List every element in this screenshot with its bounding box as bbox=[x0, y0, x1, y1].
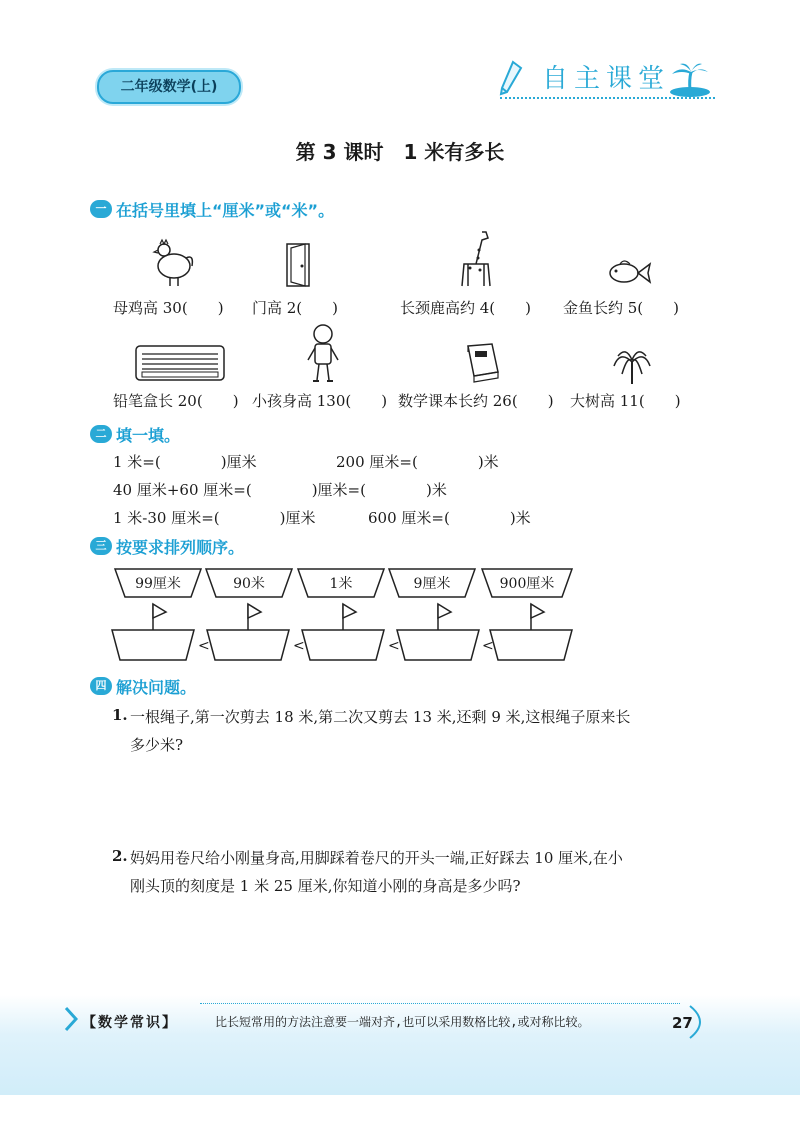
section-2-header bbox=[90, 423, 180, 445]
header-divider bbox=[500, 97, 715, 99]
fill-item-book: 数学课本长约 26( ) bbox=[398, 392, 554, 410]
boat-row bbox=[110, 600, 590, 664]
less-than-sign: < bbox=[388, 638, 400, 654]
child-icon bbox=[305, 322, 341, 384]
fill-item-child: 小孩身高 130( ) bbox=[252, 392, 388, 410]
tree-icon bbox=[610, 346, 654, 386]
length-label: 900厘米 bbox=[499, 576, 555, 592]
length-box bbox=[205, 568, 293, 598]
less-than-sign: < bbox=[482, 638, 494, 654]
section-1-badge: 一 bbox=[90, 200, 112, 218]
length-label: 1米 bbox=[329, 576, 353, 592]
book-icon bbox=[462, 342, 502, 384]
hen-icon bbox=[150, 236, 196, 288]
pencil-case-icon bbox=[134, 344, 226, 382]
section-3-title: 按要求排列顺序。 bbox=[116, 537, 245, 557]
section-4-header bbox=[90, 675, 196, 697]
question-2-number: 2. bbox=[112, 847, 128, 865]
length-box bbox=[114, 568, 202, 598]
section-2-title: 填一填。 bbox=[116, 425, 181, 445]
fill-line-3: 40 厘米+60 厘米=( )厘米=( )米 bbox=[113, 481, 447, 499]
section-4-title: 解决问题。 bbox=[116, 677, 197, 697]
length-box bbox=[388, 568, 476, 598]
question-2-line-1: 妈妈用卷尺给小刚量身高,用脚踩着卷尺的开头一端,正好踩去 10 厘米,在小 bbox=[130, 849, 623, 867]
fill-item-tree: 大树高 11( ) bbox=[570, 392, 681, 410]
boat-icon bbox=[112, 604, 194, 660]
fill-line-4: 1 米-30 厘米=( )厘米 bbox=[113, 509, 316, 527]
chevron-right-icon bbox=[64, 1006, 78, 1032]
pencil-icon bbox=[497, 60, 523, 98]
fill-item-hen: 母鸡高 30( ) bbox=[113, 299, 224, 317]
section-2-badge: 二 bbox=[90, 425, 112, 443]
page-number: 27 bbox=[672, 1014, 693, 1032]
boat-icon bbox=[302, 604, 384, 660]
goldfish-icon bbox=[606, 258, 652, 288]
question-2-line-2: 刚头顶的刻度是 1 米 25 厘米,你知道小刚的身高是多少吗? bbox=[130, 877, 521, 895]
length-box bbox=[297, 568, 385, 598]
boat-icon bbox=[397, 604, 479, 660]
section-4-badge: 四 bbox=[90, 677, 112, 695]
question-1-line-2: 多少米? bbox=[130, 736, 184, 754]
door-icon bbox=[285, 242, 311, 288]
length-label: 90米 bbox=[233, 576, 265, 592]
fill-line-2: 200 厘米=( )米 bbox=[336, 453, 499, 471]
boat-icon bbox=[207, 604, 289, 660]
question-1-number: 1. bbox=[112, 706, 128, 724]
length-label: 99厘米 bbox=[135, 576, 181, 592]
fill-item-giraffe: 长颈鹿高约 4( ) bbox=[400, 299, 532, 317]
fill-item-goldfish: 金鱼长约 5( ) bbox=[563, 299, 680, 317]
question-1-line-1: 一根绳子,第一次剪去 18 米,第二次又剪去 13 米,还剩 9 米,这根绳子原来长 bbox=[130, 708, 631, 726]
section-1-header bbox=[90, 198, 334, 220]
fill-item-pencil-case: 铅笔盒长 20( ) bbox=[113, 392, 239, 410]
less-than-sign: < bbox=[198, 638, 210, 654]
brand-title: 自主课堂 bbox=[542, 64, 671, 94]
fill-item-door: 门高 2( ) bbox=[252, 299, 339, 317]
section-1-title: 在括号里填上“厘米”或“米”。 bbox=[116, 200, 335, 220]
palm-island-icon bbox=[668, 62, 712, 98]
section-3-badge: 三 bbox=[90, 537, 112, 555]
footer-tip: 比长短常用的方法注意要一端对齐,也可以采用数格比较,或对称比较。 bbox=[215, 1015, 590, 1029]
section-3-header bbox=[90, 535, 244, 557]
length-label: 9厘米 bbox=[413, 576, 451, 592]
page-title: 第 3 课时 1 米有多长 bbox=[295, 140, 505, 164]
boat-icon bbox=[490, 604, 572, 660]
footer-tag: 【数学常识】 bbox=[82, 1015, 178, 1031]
grade-label: 二年级数学(上) bbox=[97, 70, 241, 104]
less-than-sign: < bbox=[293, 638, 305, 654]
footer-divider bbox=[200, 1003, 680, 1004]
fill-line-5: 600 厘米=( )米 bbox=[368, 509, 531, 527]
giraffe-icon bbox=[452, 228, 496, 288]
fill-line-1: 1 米=( )厘米 bbox=[113, 453, 257, 471]
length-box bbox=[481, 568, 573, 598]
